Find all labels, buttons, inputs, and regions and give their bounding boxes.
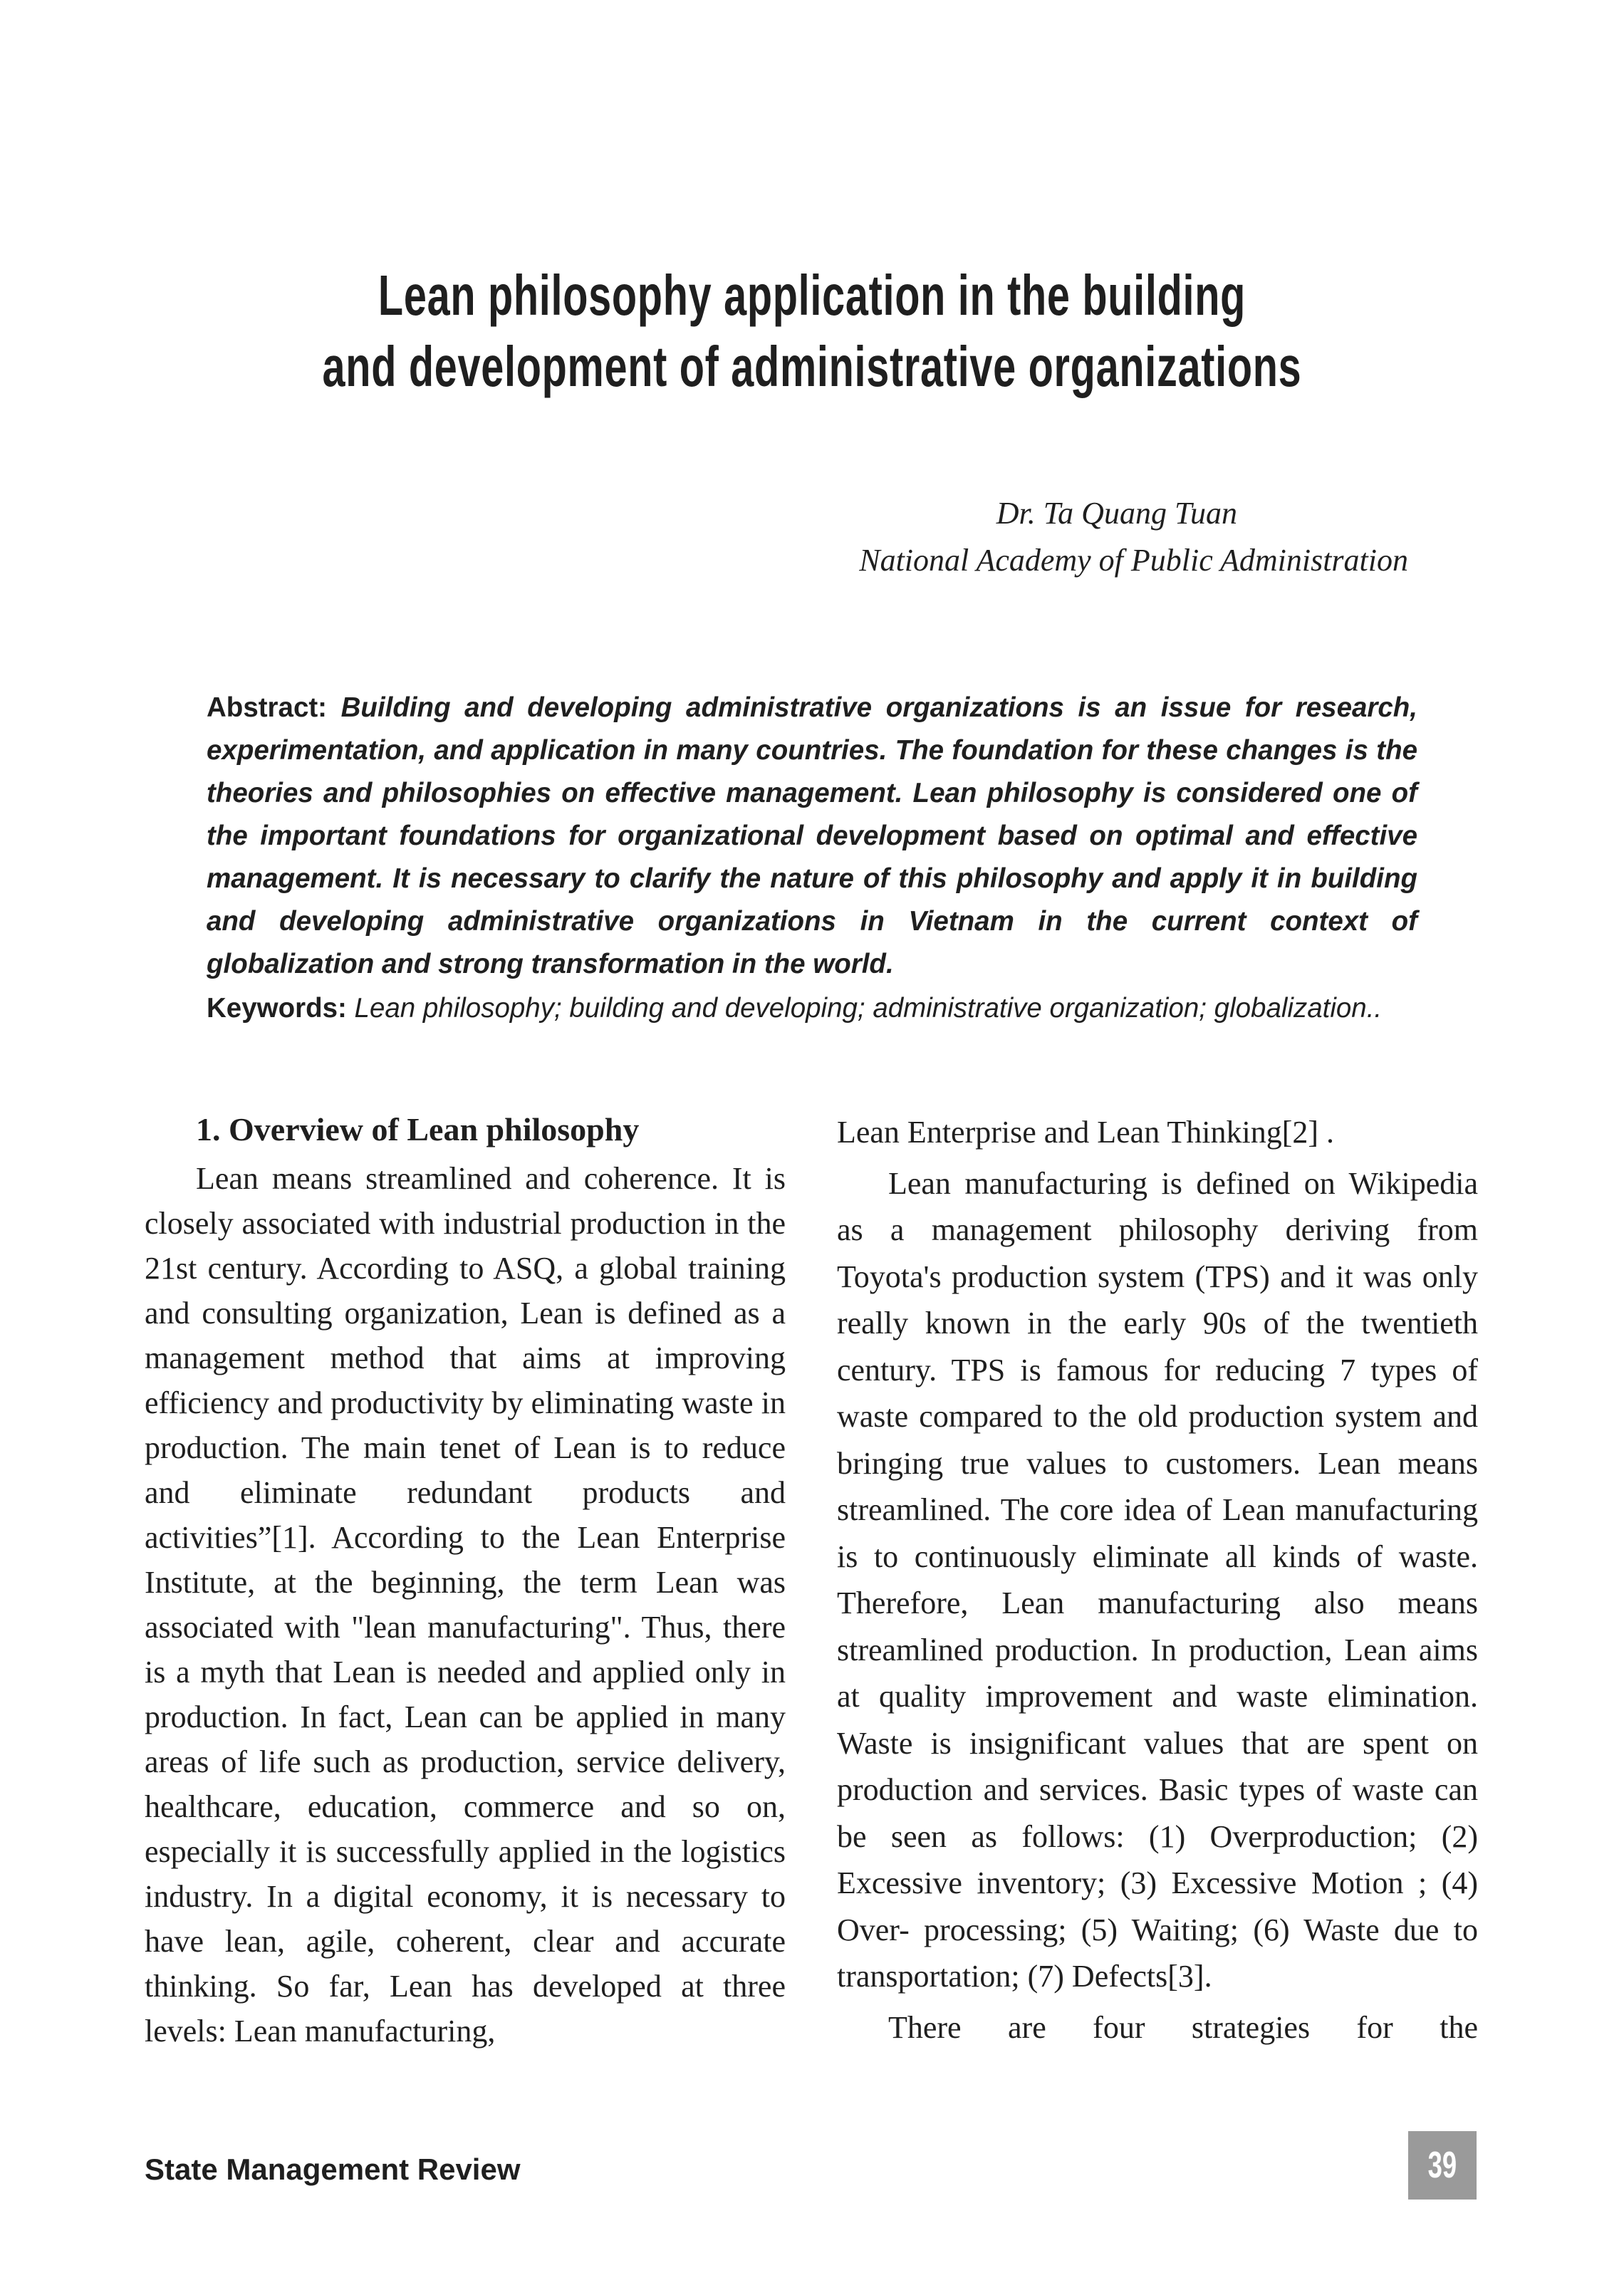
article-title	[227, 260, 1397, 402]
title-line-1: Lean philosophy application in the building	[378, 264, 1246, 327]
author-affiliation: National Academy of Public Administration	[859, 543, 1408, 578]
keywords-text: Lean philosophy; building and developing; administrative organization; globalization..	[354, 993, 1383, 1024]
left-column	[145, 1109, 786, 2053]
abstract-paragraph	[207, 687, 1417, 986]
right-column	[837, 1109, 1478, 2051]
author-block	[859, 490, 1408, 584]
section-heading: 1. Overview of Lean philosophy	[196, 1111, 640, 1147]
right-continuation: Lean Enterprise and Lean Thinking[2] .	[837, 1115, 1335, 1150]
right-last-line: There are four strategies for the	[888, 2009, 1478, 2045]
right-paragraph: Lean manufacturing is defined on Wikipedia as a management philosophy deriving from Toyota's production system (TPS) and it was only really known in the early 90s of the twentieth century. TPS is famous for reducing 7 types of waste compared to the old production system and bringing true values to customers. Lean means streamlined. The core idea of Lean manufacturing is to continuously eliminate all kinds of waste. Therefore, Lean manufacturing also means streamlined production. In production, Lean aims at quality improvement and waste elimination. Waste is insignificant values that are spent on production and services. Basic types of waste can be seen as follows: (1) Overproduction; (2) Excessive inventory; (3) Excessive Motion ; (4) Over- processing; (5) Waiting; (6) Waste due to transportation; (7) Defects[3].	[837, 1165, 1478, 1994]
keywords	[207, 987, 1417, 1030]
journal-name: State Management Review	[145, 2153, 521, 2186]
left-paragraph: Lean means streamlined and coherence. It is closely associated with industrial production in the 21st century. According to ASQ, a global training and consulting organization, Lean is defined as a management method that aims at improving efficiency and productivity by eliminating waste in production. The main tenet of Lean is to reduce and eliminate redundant products and activities”[1]. According to the Lean Enterprise Institute, at the beginning, the term Lean was associated with "lean manufacturing". Thus, there is a myth that Lean is needed and applied only in production. In fact, Lean can be applied in many areas of life such as production, service delivery, healthcare, education, commerce and so on, especially it is successfully applied in the logistics industry. In a digital economy, it is necessary to have lean, agile, coherent, clear and accurate thinking. So far, Lean has developed at three levels: Lean manufacturing,	[145, 1161, 786, 2049]
title-line-2: and development of administrative organizations	[322, 335, 1302, 398]
keywords-label: Keywords:	[207, 993, 347, 1024]
abstract-text: Building and developing administrative organizations is an issue for research, experimentation, and application in many countries. The foundation for these changes is the theories and philosophies on effective management. Lean philosophy is considered one of the important foundations for organizational development based on optimal and effective management. It is necessary to clarify the nature of this philosophy and apply it in building and developing administrative organizations in Vietnam in the current context of globalization and strong transformation in the world.	[207, 692, 1418, 979]
author-name: Dr. Ta Quang Tuan	[996, 496, 1237, 531]
page-number: 39	[1427, 2145, 1457, 2186]
page-number-badge	[1408, 2131, 1477, 2200]
abstract-label: Abstract:	[207, 692, 328, 723]
abstract	[207, 687, 1417, 1030]
